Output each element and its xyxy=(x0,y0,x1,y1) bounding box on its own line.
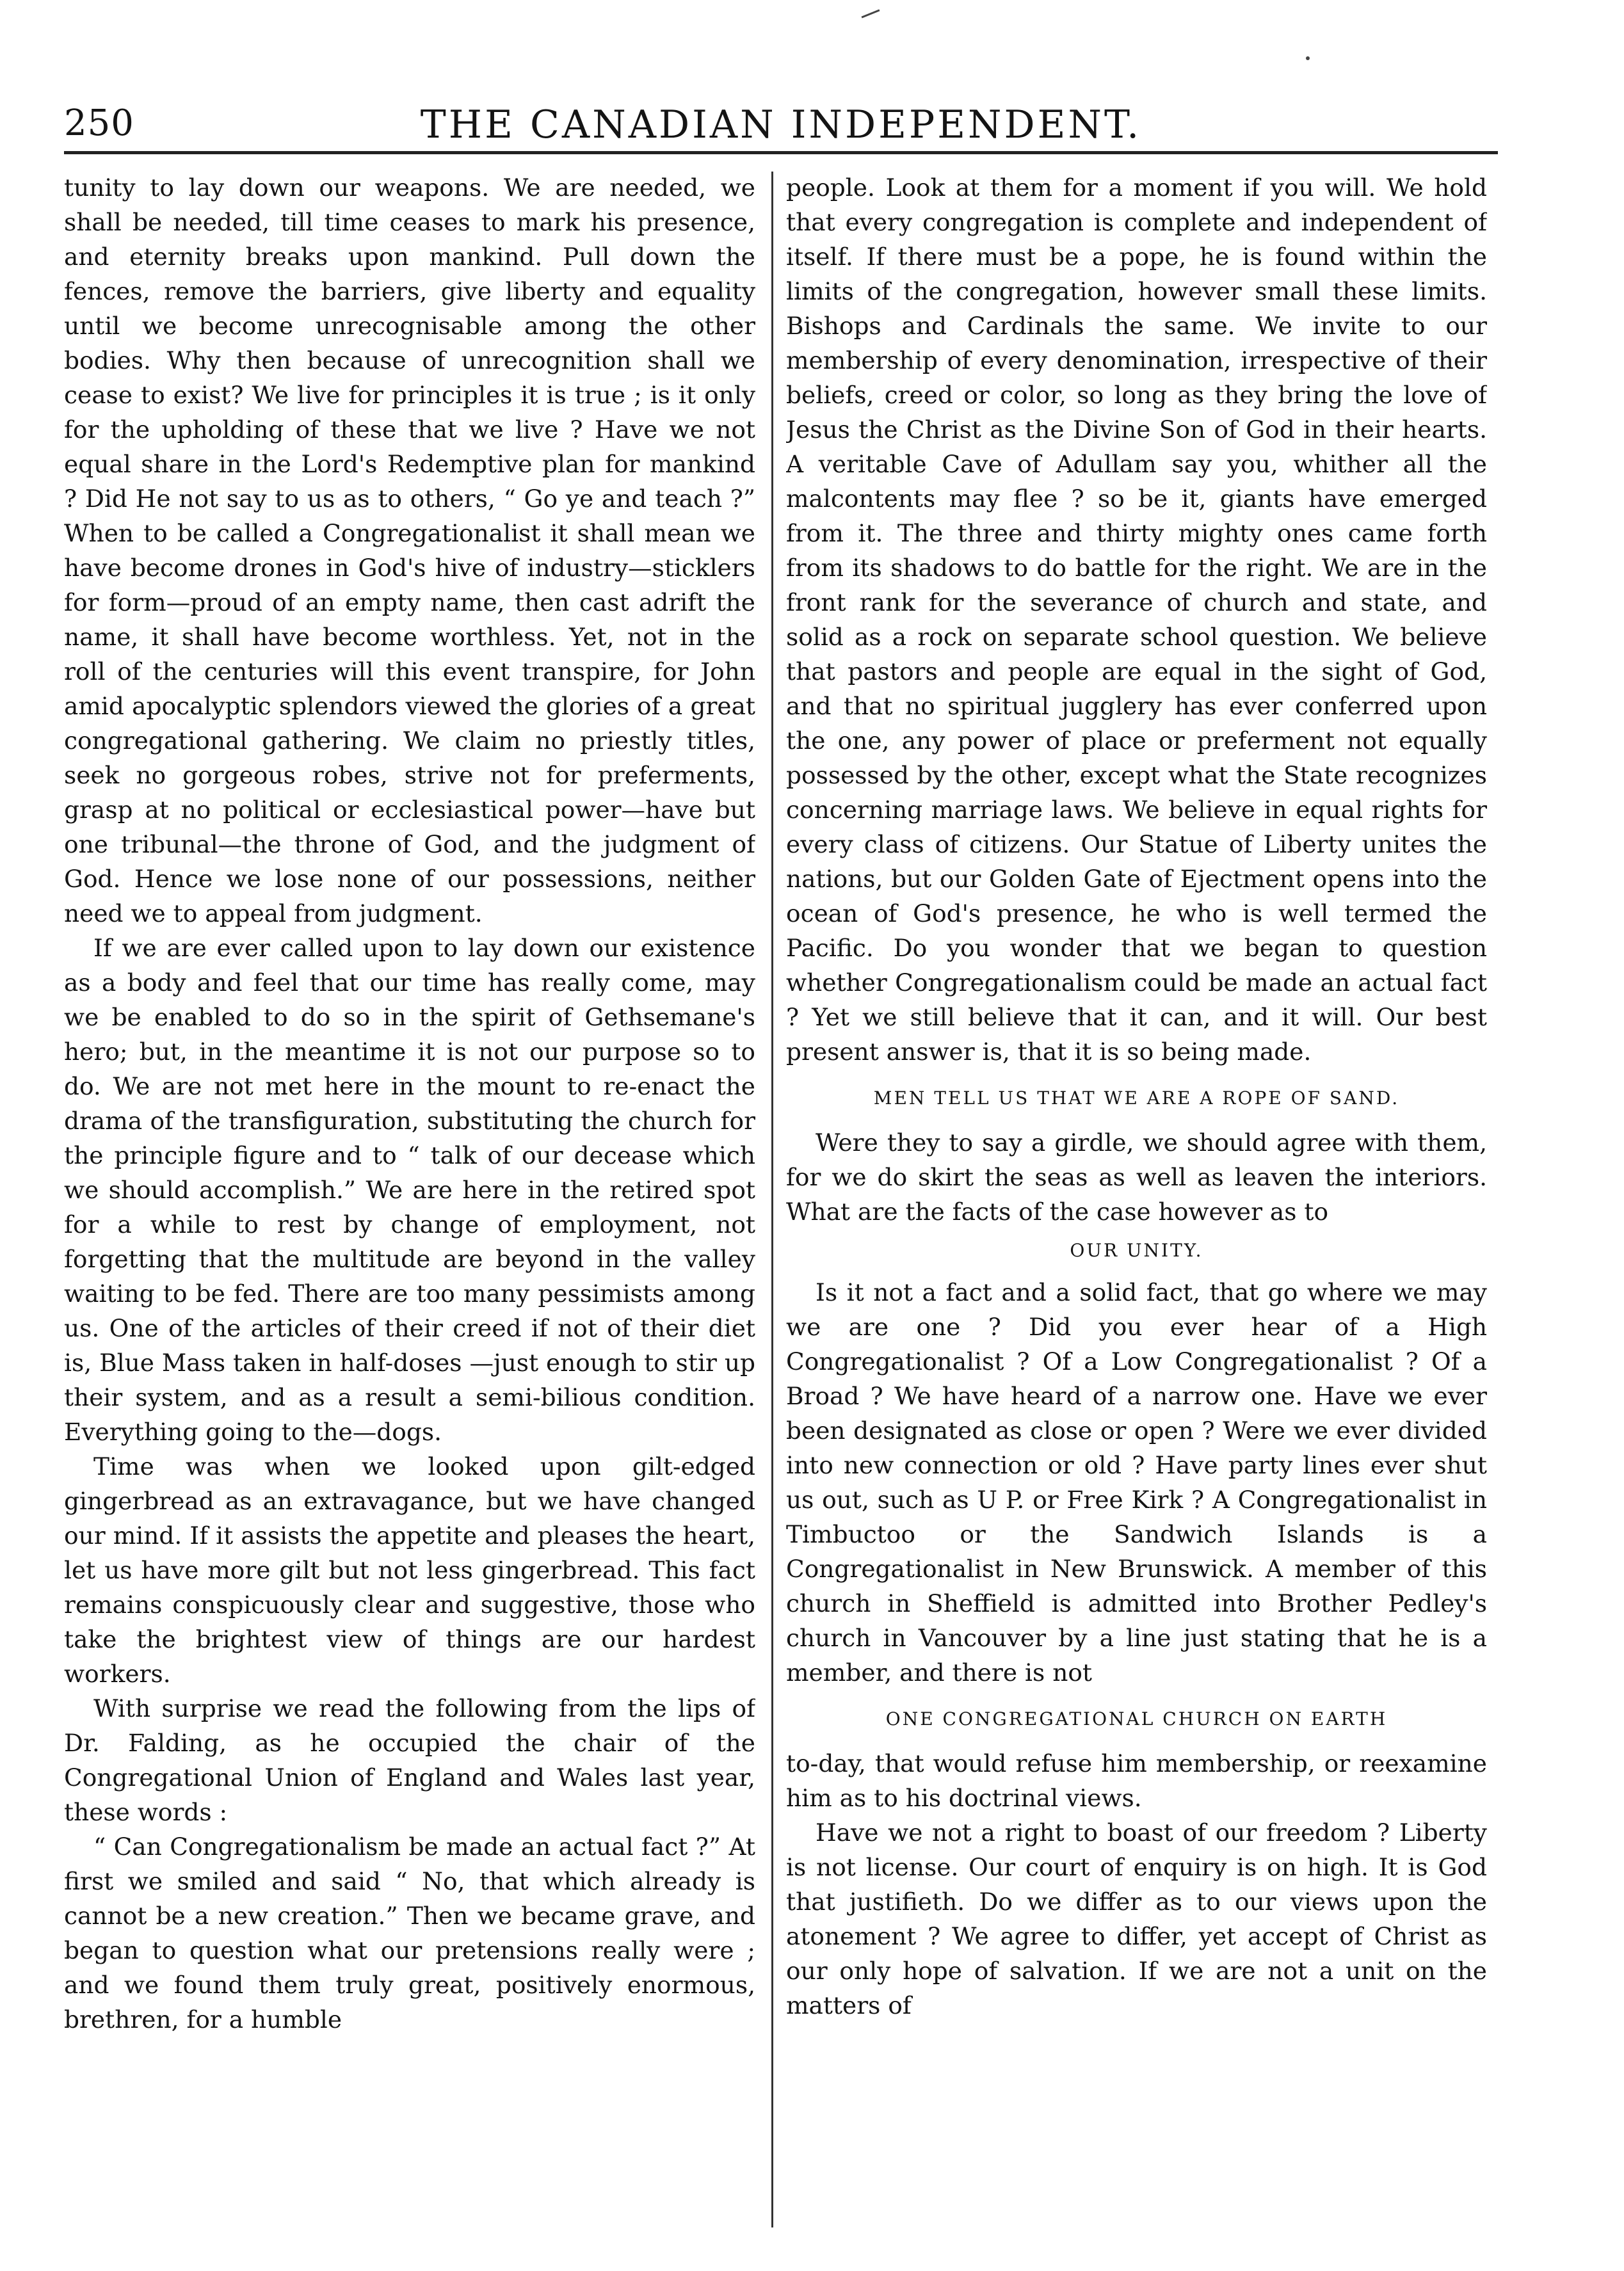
paragraph: Time was when we looked upon gilt-edged gingerbread as an extravagance, but we have changed our mind. If it assists the appetite and pleases the heart, let us have more gilt but not less gingerbread. This fact remains conspicuously clear and suggestive, those who take the brightest view of things are our hardest workers. xyxy=(64,1452,755,1688)
quoted-paragraph: “ Can Congregationalism be made an actual fact ?” At first we smiled and said “ No, that which already is cannot be a new creation.” Then we became grave, and began to question what our pretensions really were ; and we found them truly great, positively enormous, brethren, for a humble xyxy=(64,1833,755,2034)
section-heading: ONE CONGREGATIONAL CHURCH ON EARTH xyxy=(885,1708,1388,1729)
right-column xyxy=(786,170,1487,2231)
paragraph: With surprise we read the following from the lips of Dr. Falding, as he occupied the chair of the Congregational Union of England and Wales last year, these words : xyxy=(64,1694,755,1826)
left-column xyxy=(64,170,755,2231)
paragraph: Is it not a fact and a solid fact, that go where we may we are one ? Did you ever hear of a High Congregationalist ? Of a Low Congregationalist ? Of a Broad ? We have heard of a narrow one. Have we ever been designated as close or open ? Were we ever divided into new connection or old ? Have party lines ever shut us out, such as U P. or Free Kirk ? A Congregationalist in Timbuctoo or the Sandwich Islands is a Congregationalist in New Brunswick. A member of this church in Sheffield is admitted into Brother Pedley's church in Vancouver by a line just stating that he is a member, and there is not xyxy=(786,1278,1487,1687)
column-divider xyxy=(771,172,773,2227)
paragraph: Have we not a right to boast of our freedom ? Liberty is not license. Our court of enquiry is on high. It is God that justifieth. Do we differ as to our views upon the atonement ? We agree to differ, yet accept of Christ as our only hope of salvation. If we are not a unit on the matters of xyxy=(786,1818,1487,2019)
page-number: 250 xyxy=(64,102,134,144)
section-heading: OUR UNITY. xyxy=(1070,1240,1203,1261)
running-title: THE CANADIAN INDEPENDENT. xyxy=(420,102,1142,147)
paragraph: people. Look at them for a moment if you will. We hold that every congregation is complete and independent of itself. If there must be a pope, he is found within the limits of the congregation, however small these limits. Bishops and Cardinals the same. We invite to our membership of every denomination, irrespective of their beliefs, creed or color, so long as they bring the love of Jesus the Christ as the Divine Son of God in their hearts. A veritable Cave of Adullam say you, whither all the malcontents may flee ? so be it, giants have emerged from it. The three and thirty mighty ones came forth from its shadows to do battle for the right. We are in the front rank for the severance of church and state, and solid as a rock on separate school question. We believe that pastors and people are equal in the sight of God, and that no spiritual jugglery has ever conferred upon the one, any power of place or preferment not equally possessed by the other, except what the State recognizes concerning marriage laws. We believe in equal rights for every class of citizens. Our Statue of Liberty unites the nations, but our Golden Gate of Ejectment opens into the ocean of God's presence, he who is well termed the Pacific. Do you wonder that we began to question whether Congregationalism could be made an actual fact ? Yet we still believe that it can, and it will. Our best present answer is, that it is so being made. xyxy=(786,173,1487,1066)
print-mark xyxy=(862,9,880,18)
paragraph: Were they to say a girdle, we should agree with them, for we do skirt the seas as well as leaven the interiors. What are the facts of the case however as to xyxy=(786,1128,1487,1226)
section-heading: MEN TELL US THAT WE ARE A ROPE OF SAND. xyxy=(873,1087,1400,1109)
paragraph: If we are ever called upon to lay down our existence as a body and feel that our time has really come, may we be enabled to do so in the spirit of Gethsemane's hero; but, in the meantime it is not our purpose so to do. We are not met here in the mount to re-enact the drama of the transfiguration, substituting the church for the principle figure and to “ talk of our decease which we should accomplish.” We are here in the retired spot for a while to rest by change of employment, not forgetting that the multitude are beyond in the valley waiting to be fed. There are too many pessimists among us. One of the articles of their creed if not of their diet is, Blue Mass taken in half-doses —just enough to stir up their system, and as a result a semi-bilious condition. Everything going to the—dogs. xyxy=(64,934,755,1446)
paragraph: tunity to lay down our weapons. We are needed, we shall be needed, till time ceases to mark his presence, and eternity breaks upon mankind. Pull down the fences, remove the barriers, give liberty and equality until we become unrecognisable among the other bodies. Why then because of unrecognition shall we cease to exist? We live for principles it is true ; is it only for the upholding of these that we live ? Have we not equal share in the Lord's Redemptive plan for mankind ? Did He not say to us as to others, “ Go ye and teach ?” When to be called a Congregationalist it shall mean we have become drones in God's hive of industry—sticklers for form—proud of an empty name, then cast adrift the name, it shall have become worthless. Yet, not in the roll of the centuries will this event transpire, for John amid apocalyptic splendors viewed the glories of a great congregational gathering. We claim no priestly titles, seek no gorgeous robes, strive not for preferments, grasp at no political or ecclesiastical power—have but one tribunal—the throne of God, and the judgment of God. Hence we lose none of our possessions, neither need we to appeal from judgment. xyxy=(64,173,755,927)
print-speck xyxy=(1306,56,1310,60)
paragraph: to-day, that would refuse him membership, or reexamine him as to his doctrinal views. xyxy=(786,1749,1487,1812)
header-rule xyxy=(64,151,1498,154)
